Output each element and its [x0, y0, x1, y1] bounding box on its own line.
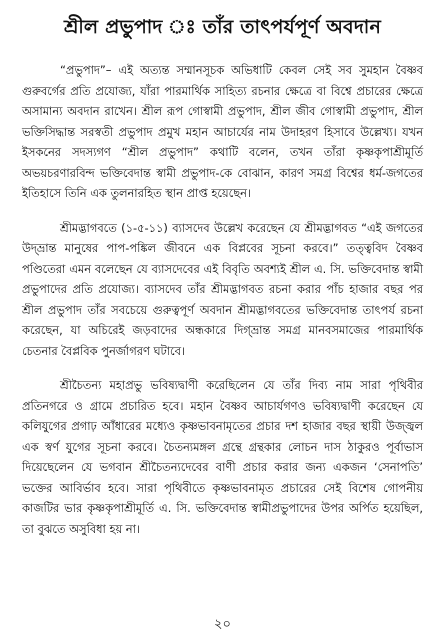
page-title: শ্রীল প্রভুপাদ ঃ তাঁর তাৎপর্যপূর্ণ অবদান	[63, 16, 382, 38]
paragraph-1: “প্রভুপাদ”– এই অত্যন্ত সম্মানসূচক অভিধাটি কেবল সেই সব সুমহান বৈষ্ণব গুরুবর্গের প্রতি প্রযোজ্য, যাঁরা পারমার্থিক সাহিত্য রচনার ক্ষেত্রে বা বিশ্বে প্রচারের ক্ষেত্রে অসামান্য অবদান রাখেন। শ্রীল রূপ গোস্বামী প্রভুপাদ, শ্রীল জীব গোস্বামী প্রভুপাদ, শ্রীল ভক্তিসিদ্ধান্ত সরস্বতী প্রভুপাদ প্রমুখ মহান আচার্যের নাম উদাহরণ হিসাবে উল্লেখ্য। যখন ইসকনের সদস্যগণ “শ্রীল প্রভুপাদ” কথাটি বলেন, তখন তাঁরা কৃষ্ণকৃপাশ্রীমূর্তি অভয়চরণারবিন্দ ভক্তিবেদান্ত স্বামী প্রভুপাদ-কে বোঝান, কারণ সমগ্র বিশ্বের ধর্ম-জগতের ইতিহাসে তিনি এক তুলনারহিত স্থান প্রাপ্ত হয়েছেন।	[22, 63, 423, 200]
paragraph-3: শ্রীচৈতন্য মহাপ্রভু ভবিষ্যদ্বাণী করেছিলেন যে তাঁর দিব্য নাম সারা পৃথিবীর প্রতিনগরে ও গ্রামে প্রচারিত হবে। মহান বৈষ্ণব আচার্যগণও ভবিষ্যদ্বাণী করেছেন যে কলিযুগের প্রগাঢ় আঁধারের মধ্যেও কৃষ্ণভাবনামৃতের প্রচার দশ হাজার বছর স্থায়ী উজ্জ্বল এক স্বর্ণ যুগের সূচনা করবে। চৈতন্যমঙ্গল গ্রন্থে গ্রন্থকার লোচন দাস ঠাকুরও পূর্বাভাস দিয়েছেলেন যে ভগবান শ্রীচৈতন্যদেবের বাণী প্রচার করার জন্য একজন ‘সেনাপতি’ ভক্তের আবির্ভাব হবে। সারা পৃথিবীতে কৃষ্ণভাবনামৃত প্রচারের সেই বিশেষ গোপনীয় কাজটির ভার কৃষ্ণকৃপাশ্রীমূর্তি এ. সি. ভক্তিবেদান্ত স্বামীপ্রভুপাদের উপর অর্পিত হয়েছিল, তা বুঝতে অসুবিধা হয় না।	[22, 378, 423, 536]
page-number: ২০	[214, 617, 231, 632]
paragraph-2: শ্রীমদ্ভাগবতে (১-৫-১১) ব্যাসদেব উল্লেখ করেছেন যে শ্রীমদ্ভাগবত “এই জগতের উদ্‌ভ্রান্ত মানুষের পাপ-পঙ্কিল জীবনে এক বিপ্লবের সূচনা করবে।” তত্ত্ববিদ বৈষ্ণব পণ্ডিতেরা এমন বলেছেন যে ব্যাসদেবের এই বিবৃতি অবশ্যই শ্রীল এ. সি. ভক্তিবেদান্ত স্বামী প্রভুপাদের প্রতি প্রযোজ্য। ব্যাসদেব তাঁর শ্রীমদ্ভাগবত রচনা করার পাঁচ হাজার বছর পর শ্রীল প্রভুপাদ তাঁর সবচেয়ে গুরুত্বপূর্ণ অবদান শ্রীমদ্ভাগবতের ভক্তিবেদান্ত তাৎপর্য রচনা করেছেন, যা অচিরেই জড়বাদের অন্ধকারে দিগ্‌ভ্রান্ত সমগ্র মানবসমাজের পারমার্থিক চেতনার বৈপ্লবিক পুনর্জাগরণ ঘটাবে।	[22, 220, 423, 358]
